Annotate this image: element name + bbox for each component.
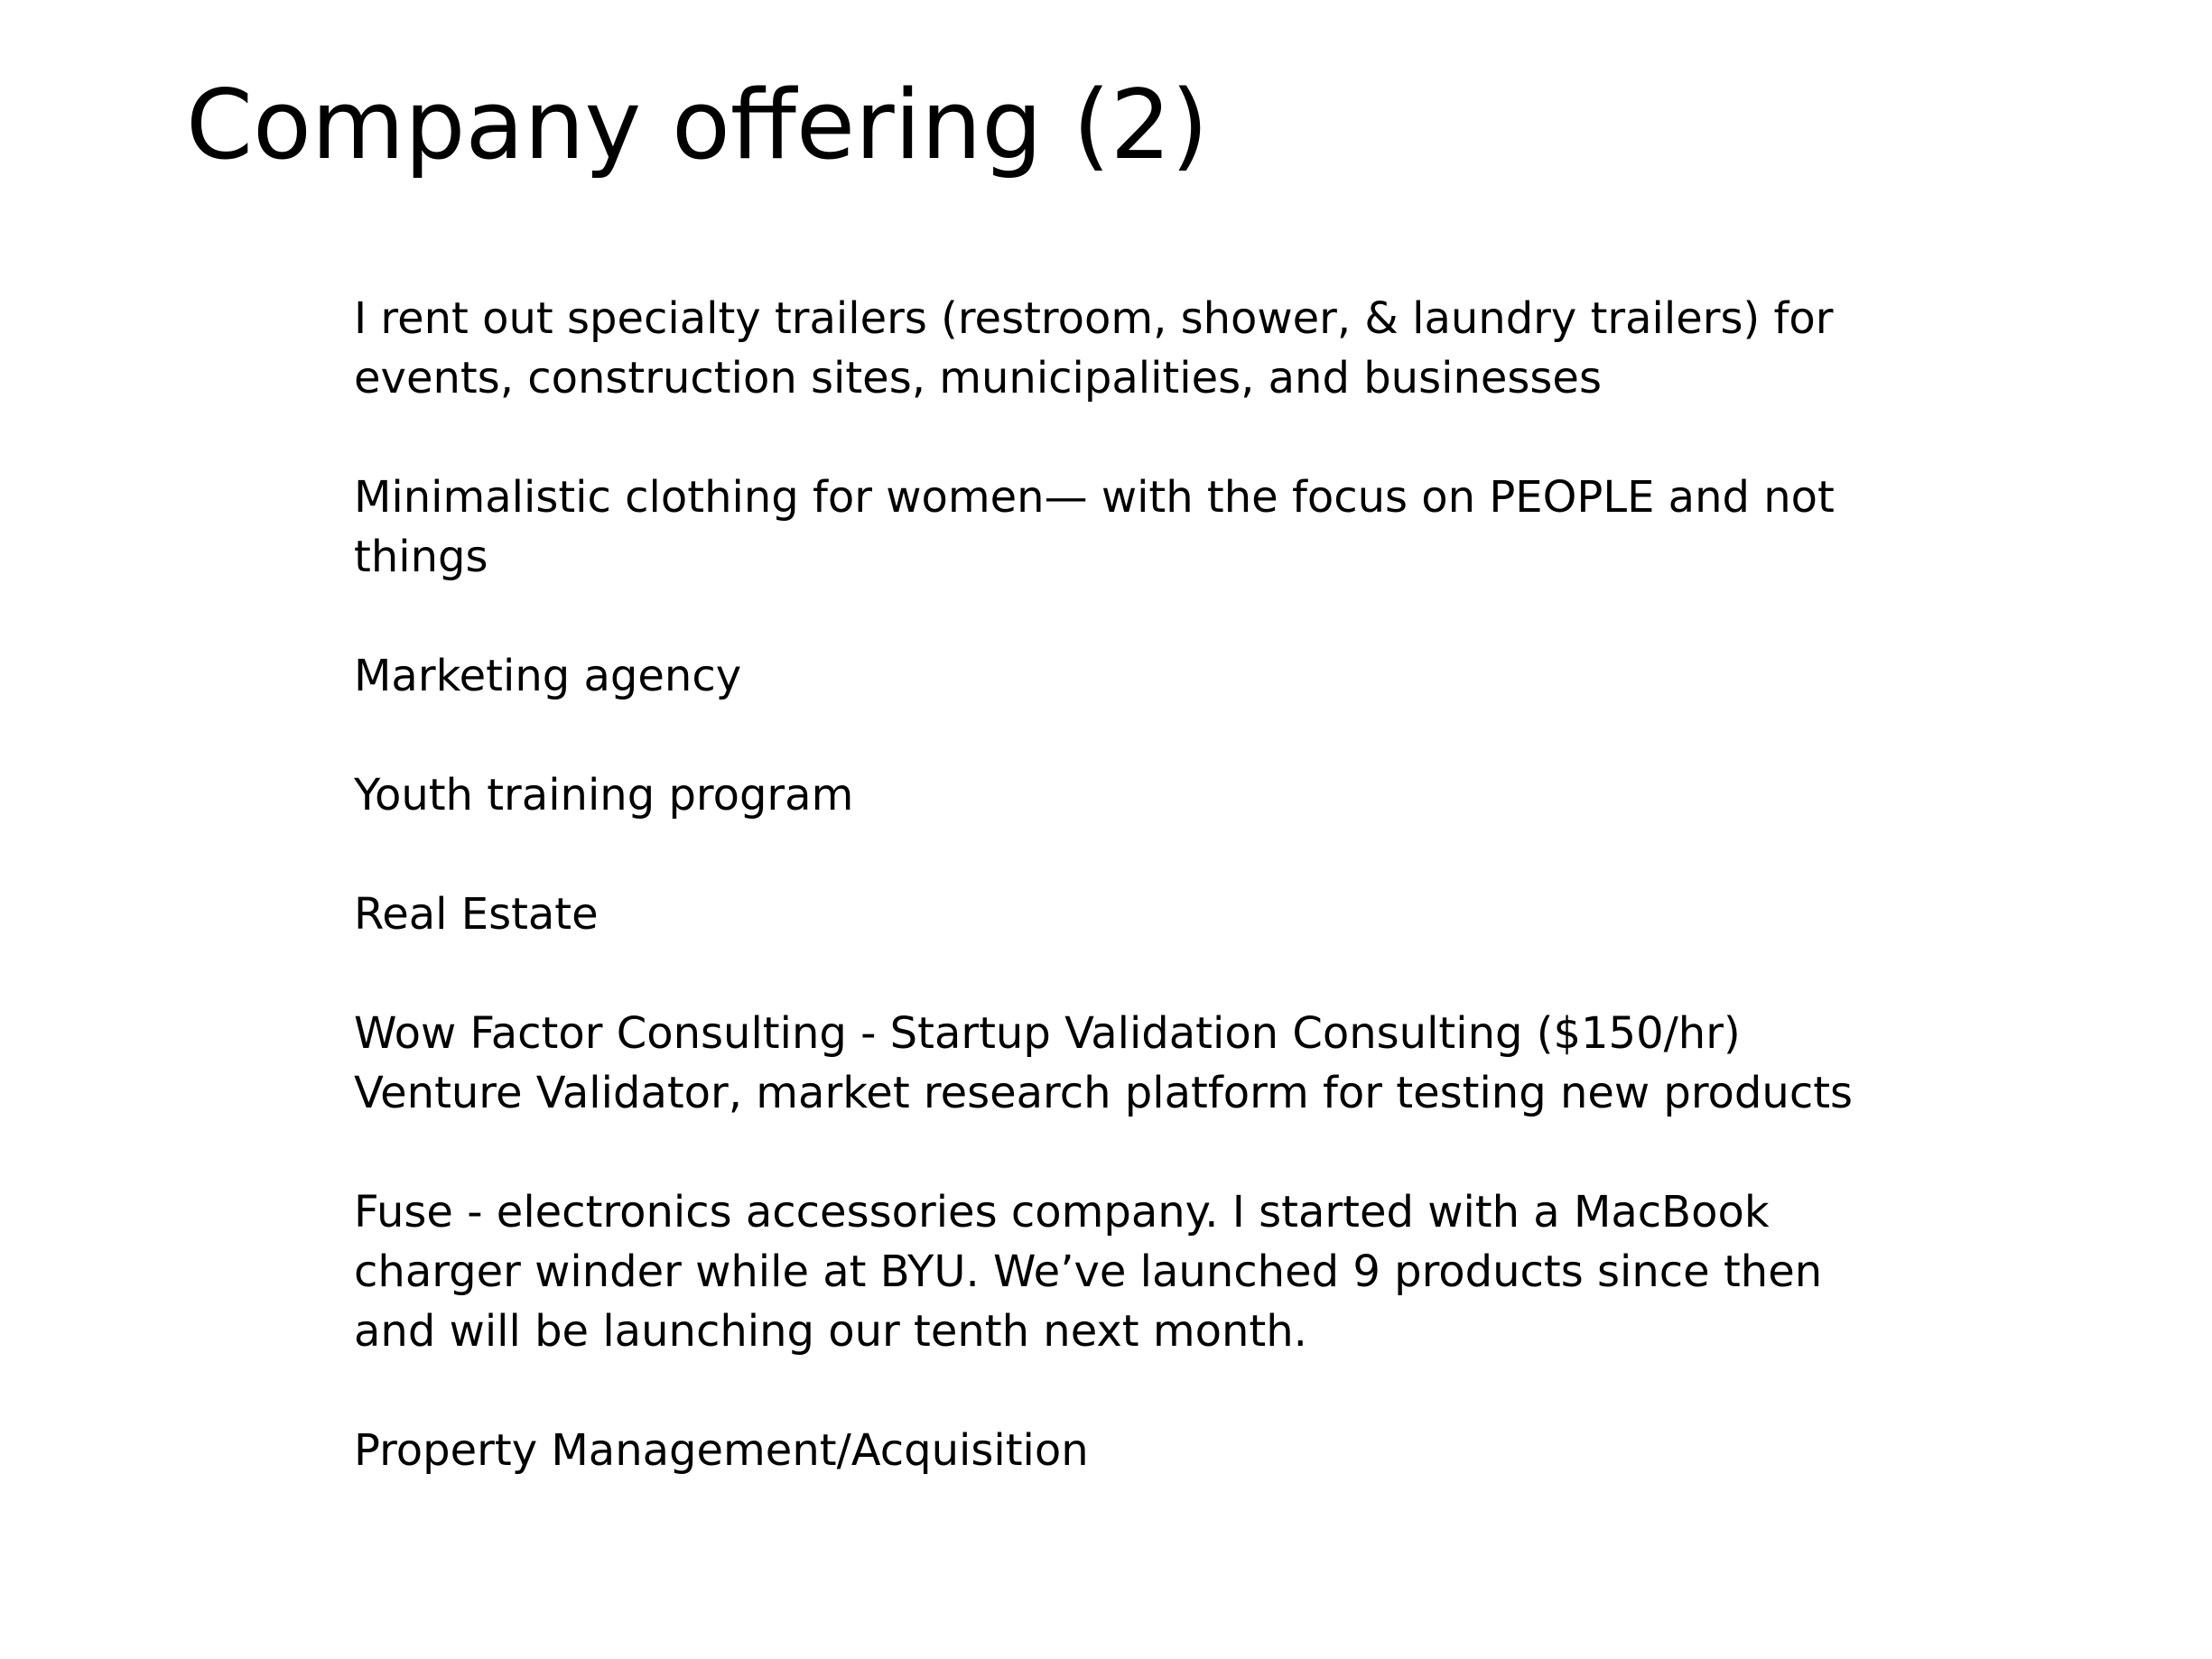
text-line: Youth training program: [354, 770, 854, 820]
text-line: events, construction sites, municipalities, and businesses: [354, 353, 1602, 403]
offering-item-real-estate: [354, 885, 2160, 944]
text-line: Venture Validator, market research platform for testing new products: [354, 1068, 1854, 1118]
offering-item-consulting: [354, 1004, 2160, 1123]
text-line: Minimalistic clothing for women— with the focus on PEOPLE and not: [354, 472, 1835, 523]
text-line: I rent out specialty trailers (restroom, shower, & laundry trailers) for: [354, 293, 1834, 344]
offering-item-marketing: [354, 646, 2160, 706]
text-line: charger winder while at BYU. We’ve launched 9 products since then: [354, 1247, 1823, 1297]
offering-item-fuse: [354, 1182, 2160, 1361]
text-line: Wow Factor Consulting - Startup Validation Consulting ($150/hr): [354, 1008, 1741, 1059]
slide-body: [354, 289, 2160, 1540]
offering-item-trailers: [354, 289, 2160, 408]
text-line: Marketing agency: [354, 651, 742, 701]
offering-item-youth-training: [354, 765, 2160, 825]
text-line: and will be launching our tenth next month.: [354, 1306, 1307, 1357]
offering-item-property: [354, 1421, 2160, 1480]
text-line: things: [354, 532, 488, 582]
text-line: Real Estate: [354, 889, 599, 940]
text-line: Property Management/Acquisition: [354, 1425, 1089, 1476]
offering-item-clothing: [354, 468, 2160, 587]
text-line: Fuse - electronics accessories company. I started with a MacBook: [354, 1187, 1770, 1237]
slide-title: Company offering (2): [186, 70, 1209, 181]
